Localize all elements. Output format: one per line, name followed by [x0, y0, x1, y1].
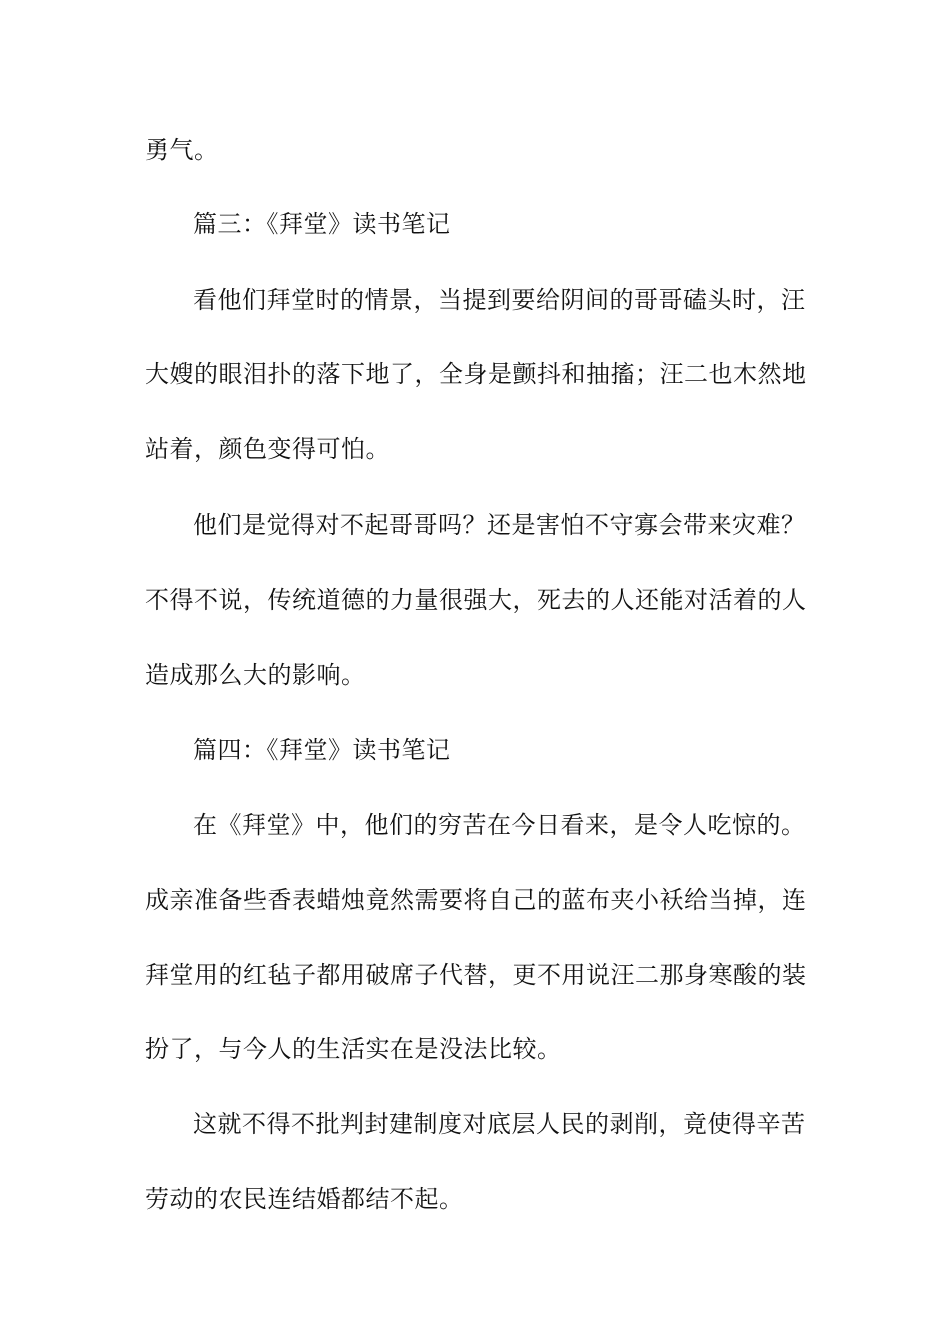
- paragraph-line: 不得不说，传统道德的力量很强大，死去的人还能对活着的人: [145, 586, 807, 614]
- paragraph-line: 他们是觉得对不起哥哥吗？还是害怕不守寡会带来灾难？: [193, 511, 806, 539]
- paragraph-line: 成亲准备些香表蜡烛竟然需要将自己的蓝布夹小袄给当掉，连: [145, 886, 807, 914]
- paragraph-line: 扮了，与今人的生活实在是没法比较。: [145, 1035, 562, 1063]
- paragraph-line: 看他们拜堂时的情景，当提到要给阴间的哥哥磕头时，汪: [193, 286, 806, 314]
- paragraph-line: 造成那么大的影响。: [145, 661, 366, 689]
- paragraph-line: 站着，颜色变得可怕。: [145, 435, 390, 463]
- paragraph-line: 劳动的农民连结婚都结不起。: [145, 1185, 464, 1213]
- section-heading-3: 篇三：《拜堂》读书笔记: [193, 210, 451, 238]
- section-heading-4: 篇四：《拜堂》读书笔记: [193, 736, 451, 764]
- paragraph-line: 拜堂用的红毡子都用破席子代替，更不用说汪二那身寒酸的装: [145, 961, 807, 989]
- paragraph-line: 在《拜堂》中，他们的穷苦在今日看来，是令人吃惊的。: [193, 811, 806, 839]
- paragraph-line: 大嫂的眼泪扑的落下地了，全身是颤抖和抽搐；汪二也木然地: [145, 360, 807, 388]
- paragraph-line: 勇气。: [145, 136, 219, 164]
- paragraph-line: 这就不得不批判封建制度对底层人民的剥削，竟使得辛苦: [193, 1110, 806, 1138]
